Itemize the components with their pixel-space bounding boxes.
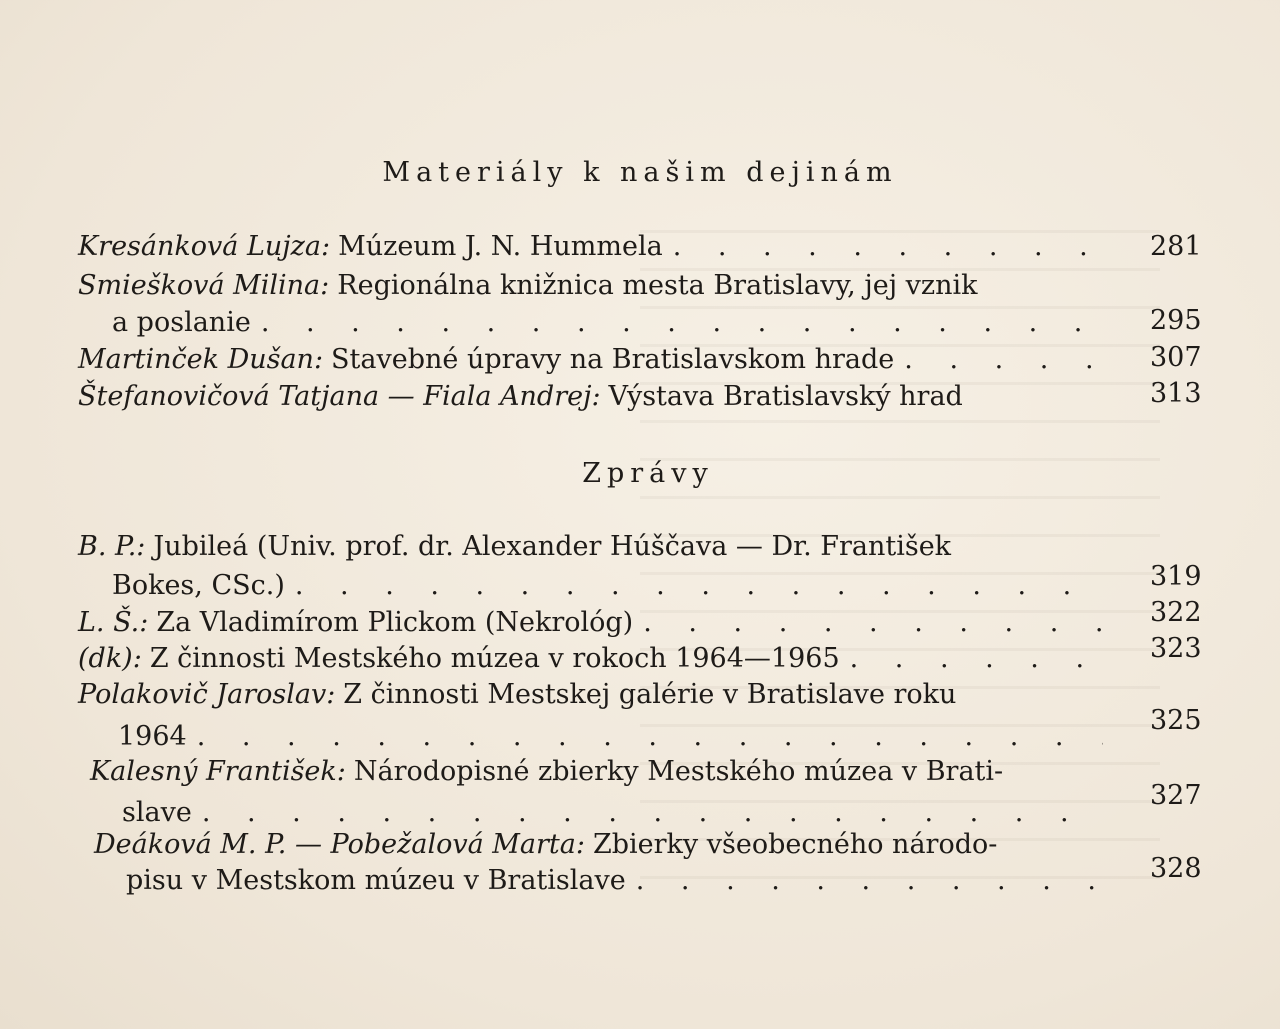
toc-entry-continuation bbox=[112, 567, 1103, 605]
toc-entry-continuation bbox=[118, 718, 1103, 756]
toc-entry bbox=[78, 528, 1103, 566]
toc-entry bbox=[78, 267, 1103, 305]
toc-entry-continuation bbox=[126, 862, 1103, 900]
entry-title: Z činnosti Mestskej galérie v Bratislave roku bbox=[343, 679, 957, 710]
entry-author: Kalesný František: bbox=[90, 756, 346, 787]
entry-author: B. P.: bbox=[78, 531, 146, 562]
entry-author: L. Š.: bbox=[78, 607, 149, 638]
entry-page-number: 307 bbox=[1150, 342, 1202, 373]
entry-author: (dk): bbox=[78, 643, 142, 674]
entry-author: Polakovič Jaroslav: bbox=[78, 679, 336, 710]
entry-title-continuation: Bokes, CSc.) bbox=[112, 570, 285, 601]
entry-title: Jubileá (Univ. prof. dr. Alexander Húščava — Dr. František bbox=[153, 531, 952, 562]
entry-title: Múzeum J. N. Hummela bbox=[338, 231, 663, 262]
dot-leader bbox=[904, 341, 1103, 379]
entry-page-number: 281 bbox=[1150, 231, 1202, 262]
toc-entry bbox=[78, 228, 1103, 266]
entry-title: Stavebné úpravy na Bratislavskom hrade bbox=[331, 344, 895, 375]
dot-leader bbox=[197, 718, 1103, 756]
entry-page-number: 313 bbox=[1150, 378, 1202, 409]
dot-leader bbox=[295, 567, 1103, 605]
entry-page-number: 322 bbox=[1150, 597, 1202, 628]
toc-entry-continuation bbox=[112, 304, 1103, 342]
dot-leader bbox=[673, 228, 1103, 266]
dot-leader bbox=[643, 604, 1103, 642]
toc-entry bbox=[78, 604, 1103, 642]
entry-page-number: 323 bbox=[1150, 633, 1202, 664]
entry-author: Deáková M. P. — Pobežalová Marta: bbox=[94, 829, 585, 860]
entry-title: Z činnosti Mestského múzea v rokoch 1964—1965 bbox=[149, 643, 840, 674]
toc-entry bbox=[78, 378, 1103, 416]
entry-page-number: 295 bbox=[1150, 305, 1202, 336]
dot-leader bbox=[850, 640, 1103, 678]
dot-leader bbox=[636, 862, 1103, 900]
entry-author: Smiešková Milina: bbox=[78, 270, 330, 301]
section-heading-zpravy: Zprávy bbox=[582, 458, 714, 489]
toc-entry bbox=[78, 640, 1103, 678]
entry-title: Národopisné zbierky Mestského múzea v Brati- bbox=[353, 756, 1004, 787]
entry-title-continuation: slave bbox=[122, 797, 192, 828]
entry-author: Štefanovičová Tatjana — Fiala Andrej: bbox=[78, 381, 601, 412]
entry-author: Kresánková Lujza: bbox=[78, 231, 331, 262]
toc-entry bbox=[90, 753, 1115, 791]
entry-title: Zbierky všeobecného národo- bbox=[592, 829, 998, 860]
section-heading-materialy: Materiály k našim dejinám bbox=[382, 157, 898, 188]
entry-author: Martinček Dušan: bbox=[78, 344, 324, 375]
entry-page-number: 325 bbox=[1150, 705, 1202, 736]
entry-page-number: 327 bbox=[1150, 780, 1202, 811]
entry-title: Výstava Bratislavský hrad bbox=[608, 381, 963, 412]
entry-title: Regionálna knižnica mesta Bratislavy, jej vznik bbox=[337, 270, 978, 301]
entry-title: Za Vladimírom Plickom (Nekrológ) bbox=[156, 607, 634, 638]
entry-title-continuation: pisu v Mestskom múzeu v Bratislave bbox=[126, 865, 626, 896]
toc-entry bbox=[78, 341, 1103, 379]
entry-page-number: 319 bbox=[1150, 561, 1202, 592]
toc-entry bbox=[78, 676, 1103, 714]
entry-page-number: 328 bbox=[1150, 853, 1202, 884]
toc-entry bbox=[94, 826, 1103, 864]
entry-title-continuation: 1964 bbox=[118, 721, 187, 752]
entry-title-continuation: a poslanie bbox=[112, 307, 251, 338]
dot-leader bbox=[261, 304, 1103, 342]
